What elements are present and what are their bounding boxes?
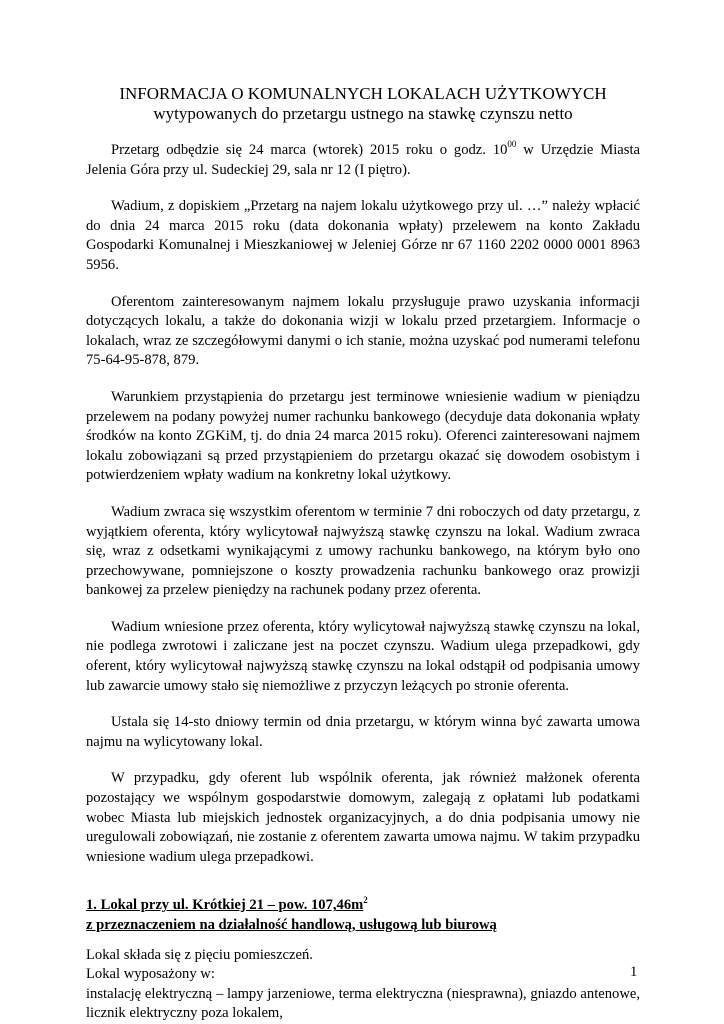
paragraph-contract-deadline: Ustala się 14-sto dniowy termin od dnia przetargu, w którym winna być zawarta umowa najmu na wylicytowany lokal. [86,714,640,750]
paragraph-wadium-return: Wadium zwraca się wszystkim oferentom w terminie 7 dni roboczych od daty przetargu, z wyjątkiem oferenta, który wylicytował najwyższą stawkę czynszu na lokal. Wadium zwraca się, wraz z odsetkami wynikającymi z umowy rachunku bankowego, na którym było ono przechowywane, pomniejszone o koszty prowadzenia rachunku bankowego oraz prowizji bankowej za przelew pieniędzy na rachunek podany przez oferenta. [86,503,640,599]
paragraph-information: Oferentom zainteresowanym najmem lokalu przysługuje prawo uzyskania informacji dotyczących lokalu, a także do dokonania wizji w lokalu przed przetargiem. Informacje o lokalach, wraz ze szczegółowymi danymi o ich stanie, można uzyskać pod numerami telefonu 75-64-95-878, 879. [86,293,640,369]
page-number: 1 [630,964,638,980]
paragraph-wadium-payment: Wadium, z dopiskiem „Przetarg na najem lokalu użytkowego przy ul. …” należy wpłacić do dnia 24 marca 2015 roku (data dokonania wpłaty) przelewem na konto Zakładu Gospodarki Komunalnej i Mieszkaniowej w Jeleniej Górze nr 67 1160 2202 0000 0001 8963 5956. [86,198,640,273]
section-1-subheading: z przeznaczeniem na działalność handlową, usługową lub biurową [86,917,497,933]
paragraph-date-place [86,141,640,180]
paragraph-wadium-forfeit: Wadium wniesione przez oferenta, który wylicytował najwyższą stawkę czynszu na lokal, nie podlega zwrotowi i zaliczane jest na poczet czynszu. Wadium ulega przepadkowi, gdy oferent, który wylicytował najwyższą stawkę czynszu na lokal odstąpił od podpisania umowy lub zawarcie umowy stało się niemożliwe z przyczyn leżących po stronie oferenta. [86,618,640,694]
paragraph-date-place-text-b: w Urzędzie Miasta Jelenia Góra przy ul. Sudeckiej 29, sala nr 12 (I piętro). [86,142,640,178]
time-minutes-superscript: 00 [507,139,517,150]
section-1-line-rooms: Lokal składa się z pięciu pomieszczeń. [86,946,313,963]
document-subtitle: wytypowanych do przetargu ustnego na stawkę czynszu netto [153,104,573,123]
paragraph-arrears: W przypadku, gdy oferent lub wspólnik oferenta, jak również małżonek oferenta pozostający we wspólnym gospodarstwie domowym, zalegają z opłatami lub podatkami wobec Miasta lub miejskich jednostek organizacyjnych, a do dnia podpisania umowy nie uregulowali zobowiązań, nie zostanie z oferentem zawarta umowa najmu. W takim przypadku wniesione wadium ulega przepadkowi. [86,770,640,865]
paragraph-conditions: Warunkiem przystąpienia do przetargu jest terminowe wniesienie wadium w pieniądzu przelewem na podany powyżej numer rachunku bankowego (decyduje data dokonania wpłaty środków na konto ZGKiM, tj. do dnia 24 marca 2015 roku). Oferenci zainteresowani najmem lokalu zobowiązani są przed przystąpieniem do przetargu okazać się dowodem osobistym i potwierdzeniem wpłaty wadium na konkretny lokal użytkowy. [86,388,640,484]
section-1-heading [86,896,640,916]
section-1-heading-superscript: 2 [363,895,368,906]
section-1-line-equipment: Lokal wyposażony w: [86,966,215,983]
document-page [86,84,640,1024]
document-title: INFORMACJA O KOMUNALNYCH LOKALACH UŻYTKOWYCH [119,84,607,103]
paragraph-date-place-text-a: Przetarg odbędzie się 24 marca (wtorek) 2015 roku o godz. 10 [111,142,508,158]
section-1-line-installation: instalację elektryczną – lampy jarzeniowe, terma elektryczna (niesprawna), gniazdo antenowe, licznik elektryczny poza lokalem, [86,985,640,1022]
section-1-heading-text: 1. Lokal przy ul. Krótkiej 21 – pow. 107,46m [86,897,364,914]
